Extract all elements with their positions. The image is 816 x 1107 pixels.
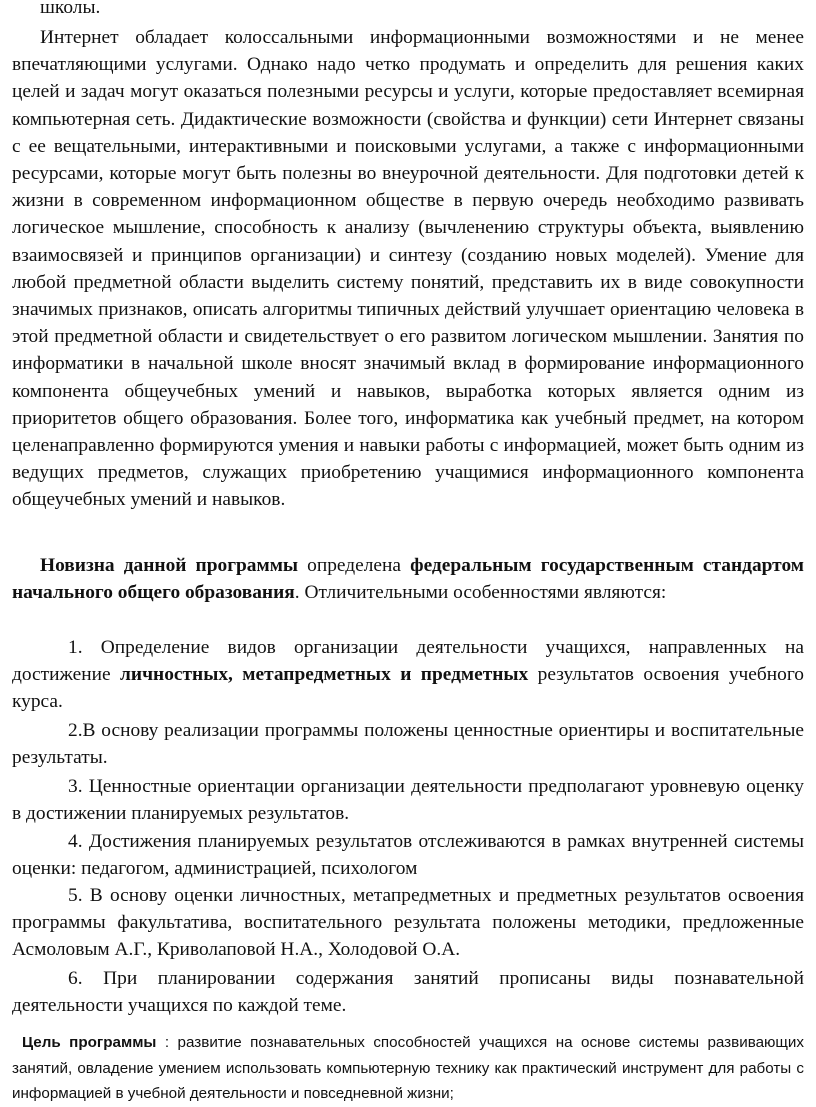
list-item-number: 6. xyxy=(68,968,83,989)
paragraph-novelty xyxy=(12,552,804,606)
list-item-text-end: результатов освоения учебного курса. xyxy=(12,664,804,713)
list-item-text: В основу оценки личностных, метапредметных и предметных результатов освоения программы факультатива, воспитательного результата положены методики, предложенные Асмоловым А.Г., Криволаповой Н.А., Холодовой О.А. xyxy=(12,885,804,961)
list-item-2 xyxy=(12,717,804,771)
paragraph-internet: Интернет обладает колоссальными информационными возможностями и не менее впечатляющими услугами. Однако надо четко продумать и определить для решения каких целей и задач могут оказаться полезными ресурсы и услуги, которые предоставляет всемирная компьютерная сеть. Дидактические возможности (свойства и функции) сети Интернет связаны с ее вещательными, интерактивными и поисковыми услугами, а также с информационными ресурсами, которые могут быть полезны во внеурочной деятельности. Для подготовки детей к жизни в современном информационном обществе в первую очередь необходимо развивать логическое мышление, способность к анализу (вычленению структуры объекта, выявлению взаимосвязей и принципов организации) и синтезу (созданию новых моделей). Умение для любой предметной области выделить систему понятий, представить их в виде совокупности значимых признаков, описать алгоритмы типичных действий улучшает ориентацию человека в этой предметной области и свидетельствует о его развитом логическом мышлении. Занятия по информатики в начальной школе вносят значимый вклад в формирование информационного компонента общеучебных умений и навыков, выработка которых является одним из приоритетов общего образования. Более того, информатика как учебный предмет, на котором целенаправленно формируются умения и навыки работы с информацией, может быть одним из ведущих предметов, служащих приобретению учащимися информационного компонента общеучебных умений и навыков. xyxy=(12,27,804,511)
program-goal xyxy=(12,1030,804,1107)
list-item-3 xyxy=(12,773,804,827)
list-item-number: 1. xyxy=(68,637,83,658)
list-item-text: Ценностные ориентации организации деятельности предполагают уровневую оценку в достижении планируемых результатов. xyxy=(12,776,804,825)
novelty-text-1: определена xyxy=(298,555,411,576)
list-item-4 xyxy=(12,828,804,882)
list-item-number: 3. xyxy=(68,776,83,797)
list-item-1 xyxy=(12,634,804,716)
previous-page-fragment: школы. xyxy=(40,0,101,18)
list-item-text: В основу реализации программы положены ценностные ориентиры и воспитательные результаты. xyxy=(12,720,804,769)
list-item-text: Достижения планируемых результатов отслеживаются в рамках внутренней системы оценки: педагогом, администрацией, психологом xyxy=(12,831,804,880)
list-item-text: Определение видов организации деятельности учащихся, направленных на достижение xyxy=(12,637,804,686)
list-item-number: 2. xyxy=(68,720,83,741)
list-item-bold: личностных, метапредметных и предметных xyxy=(120,664,529,686)
goal-label: Цель программы xyxy=(22,1034,157,1051)
goal-text: : развитие познавательных способностей учащихся на основе системы развивающих занятий, овладение умением использовать компьютерную технику как практический инструмент для работы с информацией в учебной деятельности и повседневной жизни; xyxy=(12,1034,805,1102)
novelty-standard: федеральным государственным стандартом начального общего образования xyxy=(12,555,804,604)
novelty-label: Новизна данной программы xyxy=(40,555,299,576)
list-item-6 xyxy=(12,965,804,1019)
list-item-5 xyxy=(12,882,804,964)
list-item-number: 4. xyxy=(68,831,83,852)
list-item-text: При планировании содержания занятий прописаны виды познавательной деятельности учащихся по каждой теме. xyxy=(12,968,804,1017)
list-item-number: 5. xyxy=(68,885,83,906)
novelty-text-2: . Отличительными особенностями являются: xyxy=(294,582,667,604)
